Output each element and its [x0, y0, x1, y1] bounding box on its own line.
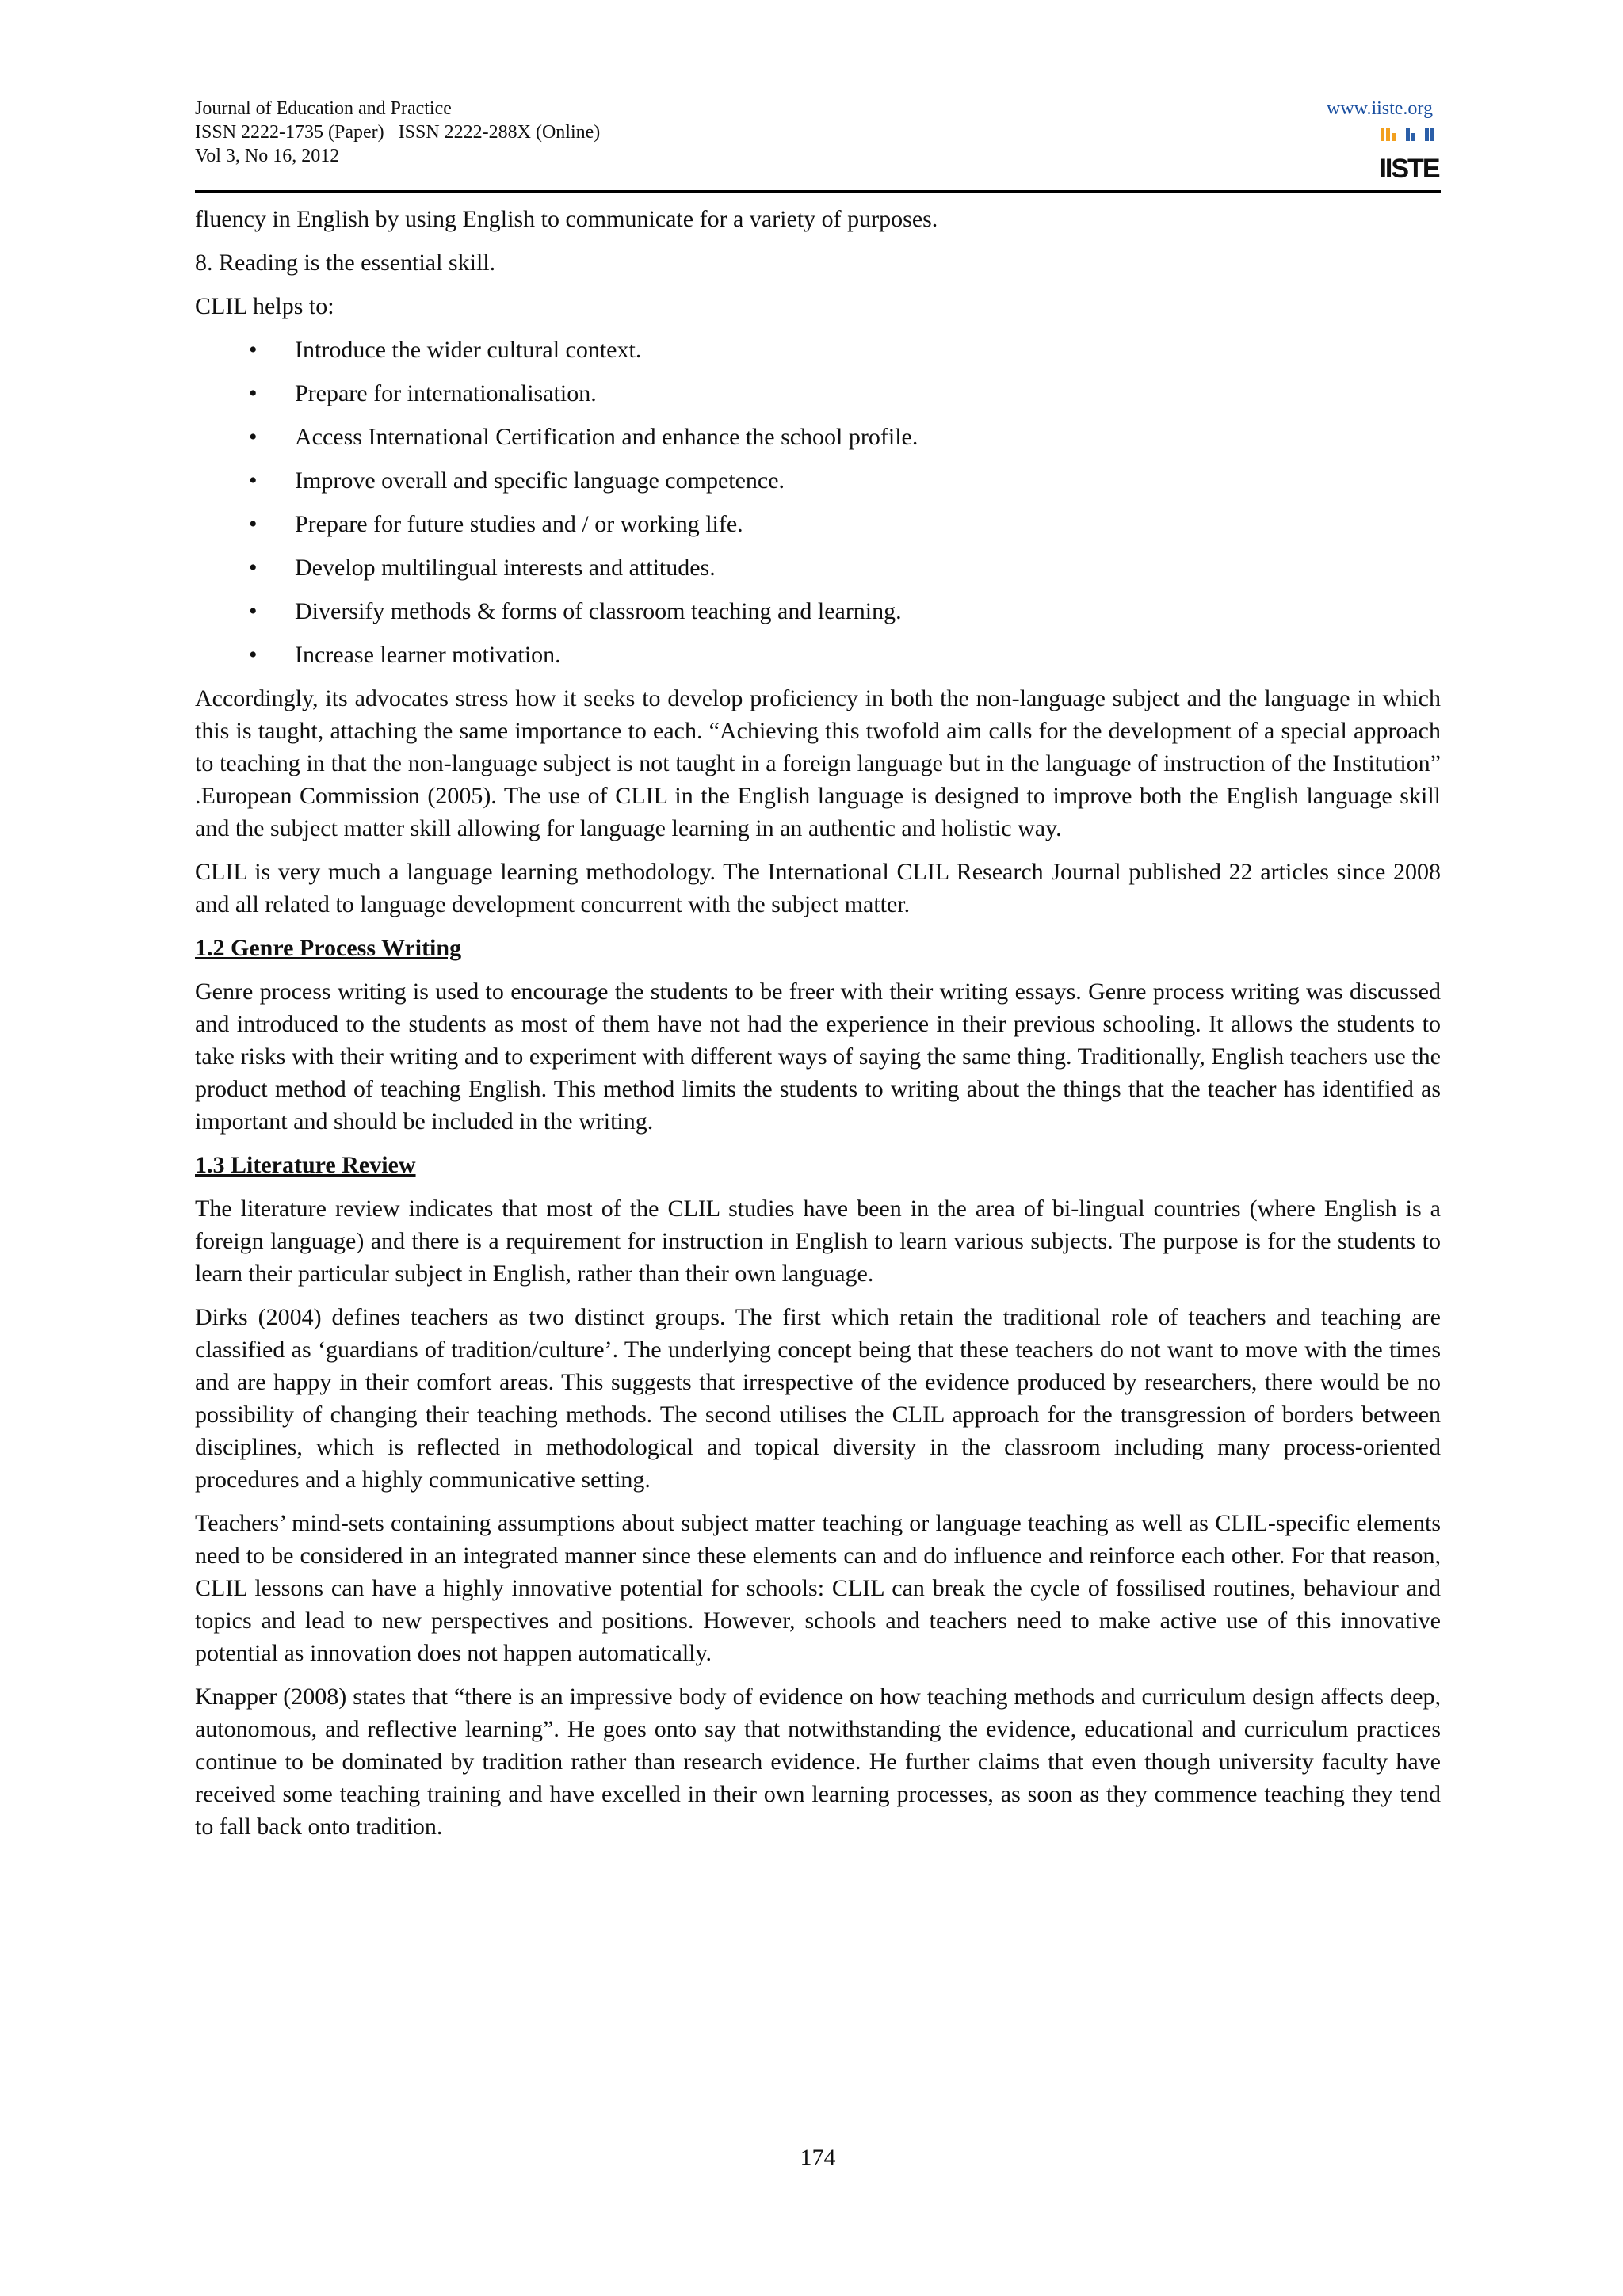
- bullet-icon: •: [249, 467, 258, 494]
- website-link[interactable]: www.iiste.org: [1327, 98, 1433, 119]
- header-divider: [195, 190, 1441, 193]
- bullet-icon: •: [249, 598, 258, 624]
- journal-info: [195, 97, 600, 168]
- bullet-icon: •: [249, 642, 258, 668]
- journal-volume: Vol 3, No 16, 2012: [195, 146, 340, 166]
- list-item-text: Develop multilingual interests and attitudes.: [295, 555, 716, 581]
- list-item-text: Increase learner motivation.: [295, 642, 561, 668]
- paragraph: Knapper (2008) states that “there is an impressive body of evidence on how teaching methods and curriculum design affects deep, autonomous, and reflective learning”. He goes onto say that notwithstanding the evidence, educational and curriculum practices continue to be dominated by tradition rather than research evidence. He further claims that even though university faculty have received some teaching training and have excelled in their own learning processes, as soon as they commence teaching they tend to fall back onto tradition.: [195, 1684, 1441, 1840]
- logo-lettering: IISTE: [1379, 154, 1439, 184]
- list-item: [195, 464, 1441, 497]
- iiste-logo: [1377, 125, 1441, 184]
- page: [195, 0, 1441, 2296]
- paragraph: Dirks (2004) defines teachers as two distinct groups. The first which retain the traditional role of teachers and teaching are classified as ‘guardians of tradition/culture’. The underlying concept being that these teachers do not want to move with the times and are happy in their comfort areas. This suggests that irrespective of the evidence produced by researchers, there would be no possibility of changing their teaching methods. The second utilises the CLIL approach for the transgression of borders between disciplines, which is reflected in methodological and topical diversity in the classroom including many process-oriented procedures and a highly communicative setting.: [195, 1304, 1441, 1493]
- list-item-text: Prepare for future studies and / or working life.: [295, 511, 743, 537]
- list-item-text: Diversify methods & forms of classroom teaching and learning.: [295, 598, 902, 624]
- paragraph: CLIL helps to:: [195, 293, 334, 319]
- clil-benefits-list: [195, 334, 1441, 671]
- list-item: [195, 595, 1441, 627]
- bullet-icon: •: [249, 380, 258, 406]
- list-item: [195, 421, 1441, 453]
- paragraph: The literature review indicates that most of the CLIL studies have been in the area of bi-lingual countries (where English is a foreign language) and there is a requirement for instruction in English to learn various subjects. The purpose is for the students to learn their particular subject in English, rather than their own language.: [195, 1196, 1441, 1287]
- page-number: 174: [800, 2145, 836, 2171]
- list-item-text: Prepare for internationalisation.: [295, 380, 597, 406]
- list-item: [195, 508, 1441, 540]
- bullet-icon: •: [249, 511, 258, 537]
- bullet-icon: •: [249, 424, 258, 450]
- journal-title: Journal of Education and Practice: [195, 98, 452, 119]
- list-item-text: Introduce the wider cultural context.: [295, 337, 642, 363]
- paragraph: 8. Reading is the essential skill.: [195, 250, 496, 276]
- bullet-icon: •: [249, 337, 258, 363]
- list-item: [195, 551, 1441, 584]
- paragraph: Accordingly, its advocates stress how it seeks to develop proficiency in both the non-language subject and the language in which this is taught, attaching the same importance to each. “Achieving this twofold aim calls for the development of a special approach to teaching in that the non-language subject is not taught in a foreign language but in the language of instruction of the Institution” .European Commission (2005). The use of CLIL in the English language is designed to improve both the English language skill and the subject matter skill allowing for language learning in an authentic and holistic way.: [195, 685, 1441, 841]
- list-item-text: Access International Certification and enhance the school profile.: [295, 424, 918, 450]
- section-heading-literature-review: 1.3 Literature Review: [195, 1152, 416, 1178]
- paragraph: Genre process writing is used to encourage the students to be freer with their writing essays. Genre process writing was discussed and introduced to the students as most of them have not had the experience in their previous schooling. It allows the students to take risks with their writing and to experiment with different ways of saying the same thing. Traditionally, English teachers use the product method of teaching English. This method limits the students to writing about the things that the teacher has identified as important and should be included in the writing.: [195, 978, 1441, 1135]
- list-item: [195, 334, 1441, 366]
- article-body: [195, 203, 1441, 1854]
- header-right: [1327, 97, 1433, 120]
- list-item: [195, 639, 1441, 671]
- list-item: [195, 377, 1441, 410]
- list-item-text: Improve overall and specific language competence.: [295, 467, 785, 494]
- section-heading-genre-process-writing: 1.2 Genre Process Writing: [195, 935, 462, 961]
- paragraph: Teachers’ mind-sets containing assumptions about subject matter teaching or language teaching as well as CLIL-specific elements need to be considered in an integrated manner since these elements can and do influence and reinforce each other. For that reason, CLIL lessons can have a highly innovative potential for schools: CLIL can break the cycle of fossilised routines, behaviour and topics and lead to new perspectives and positions. However, schools and teachers need to make active use of this innovative potential as innovation does not happen automatically.: [195, 1510, 1441, 1666]
- journal-issn: ISSN 2222-1735 (Paper) ISSN 2222-288X (Online): [195, 122, 601, 143]
- paragraph: CLIL is very much a language learning methodology. The International CLIL Research Journal published 22 articles since 2008 and all related to language development concurrent with the subject matter.: [195, 859, 1441, 917]
- paragraph: fluency in English by using English to communicate for a variety of purposes.: [195, 206, 938, 232]
- journal-header: [195, 97, 1441, 192]
- bullet-icon: •: [249, 555, 258, 581]
